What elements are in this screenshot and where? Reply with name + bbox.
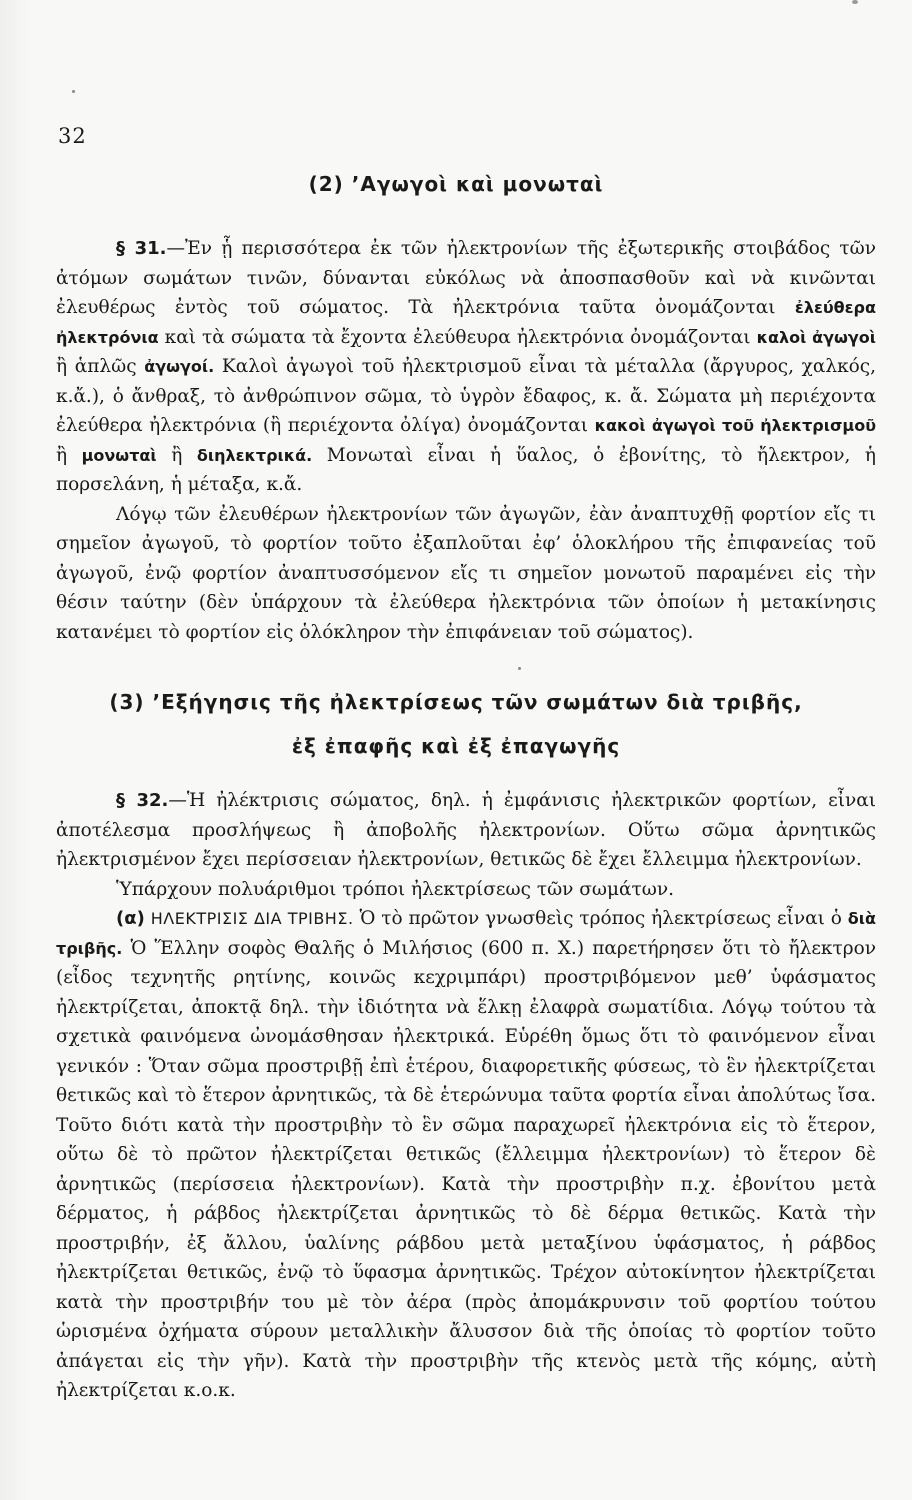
section-heading-2: (2) ’Αγωγοὶ καὶ μονωταὶ <box>308 172 604 196</box>
subsection-title: ΗΛΕΚΤΡΙΣΙΣ ΔΙΑ ΤΡΙΒΗΣ. <box>150 909 354 928</box>
paragraph-31 <box>56 234 876 500</box>
text-run: ἢ ἁπλῶς <box>56 356 145 377</box>
section-number-31: § 31. <box>116 238 167 259</box>
bold-term: μονωταὶ <box>81 445 157 465</box>
text-run: —Ἡ ἠλέκτρισις σώματος, δηλ. ἡ ἐμφάνισις ἠλεκτρικῶν φορτίων, εἶναι ἀποτέλεσμα προσλήψεως ἢ ἀποβολῆς ἠλεκτρονίων. Οὕτω σῶμα ἀρνητικῶς ἠλεκτρισμένον ἔχει περίσσειαν ἠλεκτρονίων, θετικῶς δὲ ἔχει ἔλλειμμα ἠλεκτρονίων. <box>56 790 877 870</box>
text-run: ἢ <box>56 444 82 466</box>
section-heading-3-line1: (3) ’Εξήγησις τῆς ἠλεκτρίσεως τῶν σωμάτων διὰ τριβῆς, <box>109 690 803 714</box>
page-number: 32 <box>58 124 87 148</box>
text-run: Μονωταὶ εἶναι ἡ ὕαλος, ὁ ἐβονίτης, τὸ ἤλεκτρον, ἡ πορσελάνη, ἡ μέταξα, κ.ἄ. <box>56 444 877 495</box>
bold-term: διηλεκτρικά. <box>196 445 313 465</box>
text-run: Ὁ τὸ πρῶτον γνωσθεὶς τρόπος ἠλεκτρίσεως εἶναι ὁ <box>353 908 848 929</box>
paragraph-32b: Ὑπάρχουν πολυάριθμοι τρόποι ἠλεκτρίσεως τῶν σωμάτων. <box>116 878 674 900</box>
text-run: καὶ τὰ σώματα τὰ ἔχοντα ἐλεύθευρα ἠλεκτρόνια ὀνομάζονται <box>158 326 757 348</box>
subsection-label: (α) <box>116 908 145 929</box>
bold-term: διὰ τριβῆς. <box>56 909 877 958</box>
paragraph-a <box>56 904 876 1406</box>
paragraph-32 <box>56 786 876 875</box>
text-block-2 <box>56 786 876 1406</box>
text-run: Καλοὶ ἀγωγοὶ τοῦ ἠλεκτρισμοῦ εἶναι τὰ μέταλλα (ἄργυρος, χαλκός, κ.ἄ.), ὁ ἄνθραξ, τὸ ἀνθρώπινον σῶμα, τὸ ὑγρὸν ἔδαφος, κ. ἄ. Σώματα μὴ περιέχοντα ἐλεύθερα ἠλεκτρόνια (ἢ περιέχοντα ὀλίγα) ὀνομάζονται <box>56 356 877 436</box>
text-block-1 <box>56 234 876 647</box>
paper-speck <box>518 667 521 670</box>
paper-speck <box>852 0 858 4</box>
bold-term: ἐλεύθερα ἠλεκτρόνια <box>56 298 876 347</box>
bold-term: ἀγωγοί. <box>144 357 215 376</box>
text-run: —Ἐν ᾗ περισσότερα ἐκ τῶν ἠλεκτρονίων τῆς ἐξωτερικῆς στοιβάδος τῶν ἀτόμων σωμάτων τινῶν, δύνανται εὐκόλως νὰ ἀποσπασθοῦν καὶ νὰ κινῶνται ἐλευθέρως ἐντὸς τοῦ σώματος. Τὰ ἠλεκτρόνια ταῦτα ὀνομάζονται <box>56 238 876 318</box>
section-number-32: § 32. <box>116 790 169 811</box>
paper-speck <box>72 90 75 93</box>
text-run: ἢ <box>156 444 197 466</box>
section-heading-3-line2: ἐξ ἐπαφῆς καὶ ἐξ ἐπαγωγῆς <box>291 734 621 758</box>
paragraph-31b: Λόγῳ τῶν ἐλευθέρων ἠλεκτρονίων τῶν ἀγωγῶν, ἐὰν ἀναπτυχθῇ φορτίον εἴς τι σημεῖον ἀγωγοῦ, τὸ φορτίον τοῦτο ἐξαπλοῦται ἐφ’ ὁλοκλήρου τῆς ἐπιφανείας τοῦ ἀγωγοῦ, ἐνῷ φορτίον ἀναπτυσσόμενον εἴς τι σημεῖον μονωτοῦ παραμένει εἰς τὴν θέσιν ταύτην (δὲν ὑπάρχουν τὰ ἐλεύθερα ἠλεκτρόνια τῶν ὁποίων ἡ μετακίνησις κατανέμει τὸ φορτίον εἰς ὁλόκληρον τὴν ἐπιφάνειαν τοῦ σώματος). <box>56 503 876 643</box>
bold-term: κακοὶ ἀγωγοὶ τοῦ ἠλεκτρισμοῦ <box>594 416 877 435</box>
text-run: Ὁ Ἕλλην σοφὸς Θαλῆς ὁ Μιλήσιος (600 π. Χ.) παρετήρησεν ὅτι τὸ ἤλεκτρον (εἶδος τεχνητῆς ρητίνης, κοινῶς κεχριμπάρι) προστριβόμενον μεθ’ ὑφάσματος ἠλεκτρίζεται, ἀποκτᾷ δηλ. τὴν ἰδιότητα νὰ ἕλκῃ ἐλαφρὰ σωματίδια. Λόγῳ τούτου τὰ σχετικὰ φαινόμενα ὠνομάσθησαν ἠλεκτρικά. Εὑρέθη ὅμως ὅτι τὸ φαινόμενον εἶναι γενικόν : Ὅταν σῶμα προστριβῇ ἐπὶ ἑτέρου, διαφορετικῆς φύσεως, τὸ ἓν ἠλεκτρίζεται θετικῶς καὶ τὸ ἕτερον ἀρνητικῶς, τὰ δὲ ἑτερώνυμα ταῦτα φορτία εἶναι ἀπολύτως ἴσα. Τοῦτο διότι κατὰ τὴν προστριβὴν τὸ ἓν σῶμα παραχωρεῖ ἠλεκτρόνια εἰς τὸ ἕτερον, οὕτω δὲ τὸ πρῶτον ἠλεκτρίζεται θετικῶς (ἔλλειμμα ἠλεκτρονίων) τὸ ἕτερον δὲ ἀρνητικῶς (περίσσεια ἠλεκτρονίων). Κατὰ τὴν προστριβὴν π.χ. ἐβονίτου μετὰ δέρματος, ἡ ράβδος ἠλεκτρίζεται ἀρνητικῶς τὸ δὲ δέρμα θετικῶς. Κατὰ τὴν προστριβήν, ἐξ ἄλλου, ὑαλίνης ράβδου μετὰ μεταξίνου ὑφάσματος, ἡ ράβδος ἠλεκτρίζεται θετικῶς, ἐνῷ τὸ ὕφασμα ἀρνητικῶς. Τρέχον αὐτοκίνητον ἠλεκτρίζεται κατὰ τὴν προστριβήν του μὲ τὸν ἀέρα (πρὸς ἀπομάκρυνσιν τοῦ φορτίου τούτου ὡρισμένα ὀχήματα σύρουν μεταλλικὴν ἄλυσσον διὰ τῆς ὁποίας τὸ φορτίον τοῦτο ἀπάγεται εἰς τὴν γῆν). Κατὰ τὴν προστριβὴν τῆς κτενὸς μετὰ τῆς κόμης, αὐτὴ ἠλεκτρίζεται κ.ο.κ. <box>56 937 876 1401</box>
bold-term: καλοὶ ἀγωγοὶ <box>756 327 876 347</box>
